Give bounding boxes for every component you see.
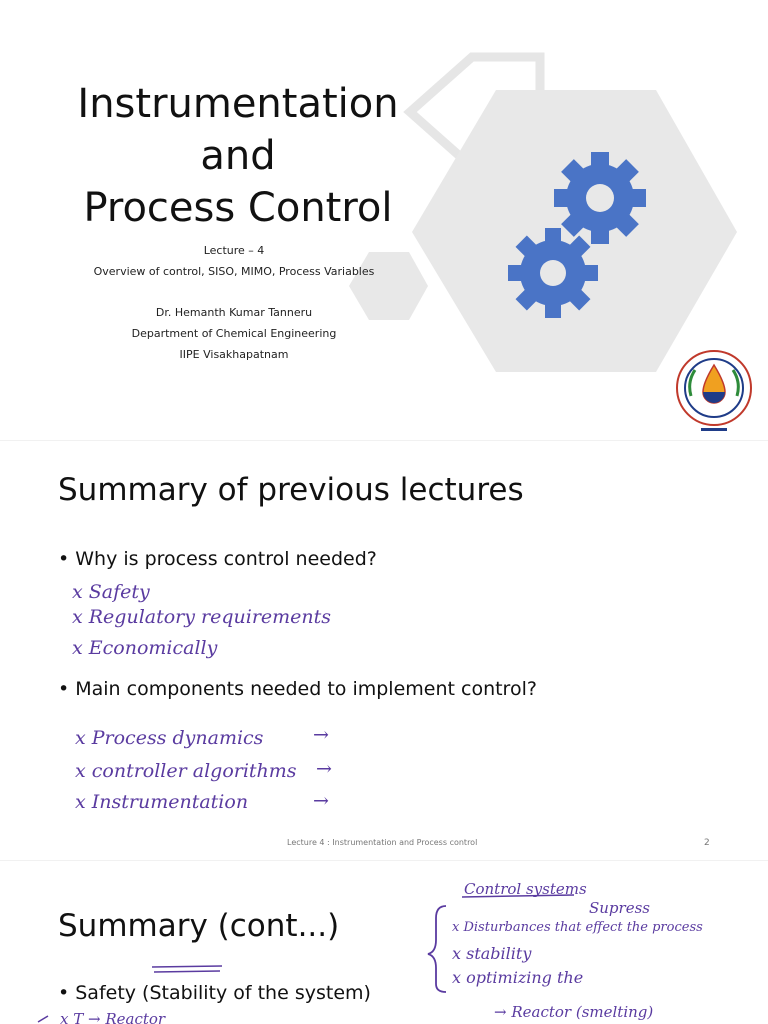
arrow-icon: → [313, 790, 329, 812]
lecture-subtitle: Overview of control, SISO, MIMO, Process Variables [93, 265, 375, 278]
brace-stroke [428, 906, 446, 992]
lecture-number: Lecture – 4 [203, 244, 265, 257]
handwritten-note: x Instrumentation [75, 791, 249, 813]
bullet-item: • Why is process control needed? [58, 548, 377, 570]
title-line: Instrumentation [77, 81, 399, 127]
slide-heading: Summary (cont...) [58, 908, 340, 944]
summary-slide [0, 440, 768, 860]
gear-icon [508, 228, 598, 318]
handwritten-note: x stability [452, 944, 532, 963]
title-line: and [200, 133, 276, 179]
page-number: 2 [704, 838, 710, 848]
arrow-icon: → [313, 724, 329, 746]
handwritten-note: x T → Reactor [60, 1010, 166, 1024]
handwritten-note: x Disturbances that effect the process [452, 920, 703, 935]
underline-stroke [152, 966, 222, 972]
ink-mark [38, 1016, 48, 1022]
bullet-item: • Main components needed to implement control? [58, 678, 537, 700]
handwritten-note: x Safety [72, 581, 150, 603]
handwritten-note: Supress [589, 899, 650, 917]
handwritten-note: x Process dynamics [75, 727, 264, 749]
summary-cont-slide [0, 860, 768, 1024]
institute-logo-icon [673, 348, 755, 436]
arrow-icon: → [316, 758, 332, 780]
title-line: Process Control [83, 185, 393, 231]
handwritten-note: x Economically [72, 637, 218, 659]
author-name: Dr. Hemanth Kumar Tanneru [155, 306, 313, 319]
bullet-item: • Safety (Stability of the system) [58, 982, 371, 1004]
handwritten-note: → Reactor (smelting) [494, 1003, 654, 1021]
gear-icon [554, 152, 646, 244]
handwritten-note: x optimizing the [452, 968, 584, 987]
handwritten-title: Control systems [464, 880, 587, 898]
slide-footer: Lecture 4 : Instrumentation and Process control [287, 838, 478, 847]
handwritten-note: x controller algorithms [75, 760, 297, 782]
department-name: Department of Chemical Engineering [131, 327, 337, 340]
title-slide [0, 0, 768, 440]
ink-strokes [0, 860, 768, 1024]
slide-title [60, 78, 416, 234]
slide-heading: Summary of previous lectures [58, 472, 524, 508]
institute-name: IIPE Visakhapatnam [179, 348, 289, 361]
handwritten-note: x Regulatory requirements [72, 606, 332, 628]
